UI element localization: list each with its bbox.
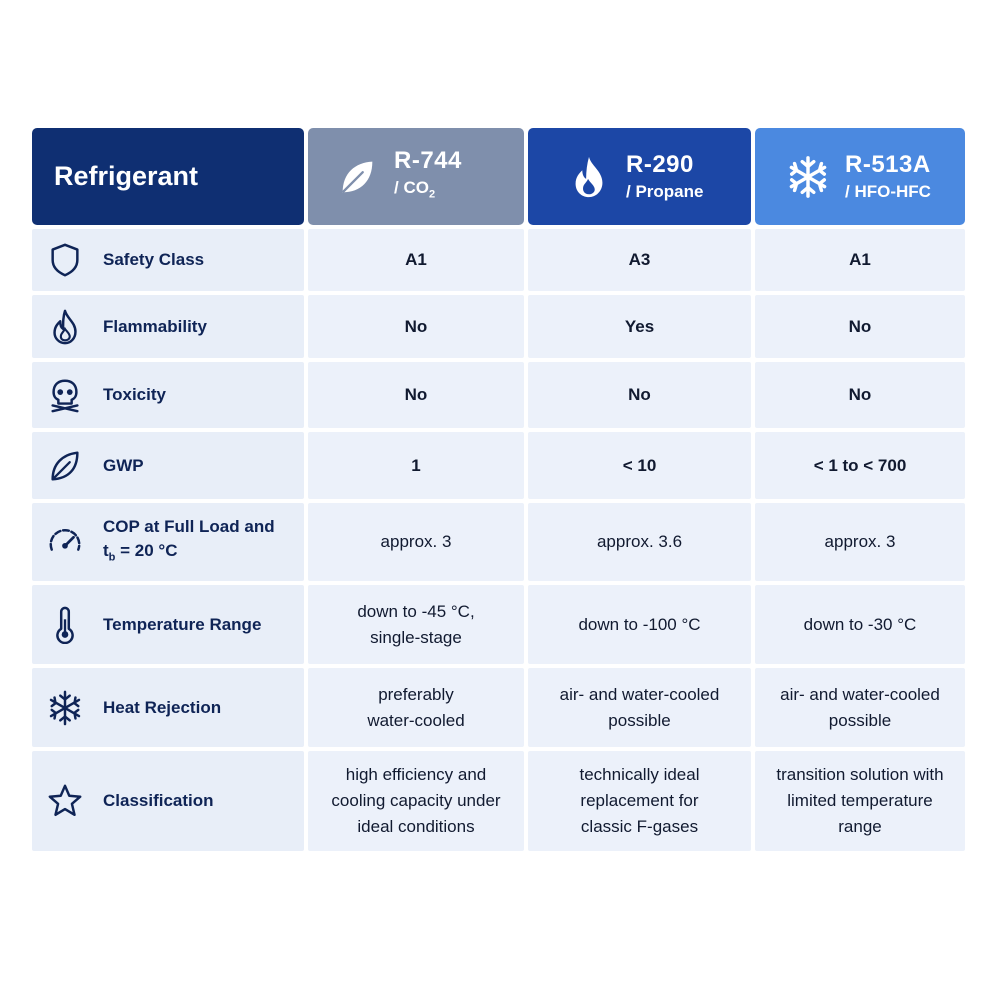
flame-icon: [566, 154, 612, 200]
cell-temp-r290: down to -100 °C: [528, 585, 751, 664]
cell-flammability-r513a: No: [755, 295, 965, 358]
header-r744: [308, 128, 524, 225]
cell-gwp-r513a: < 1 to < 700: [755, 432, 965, 499]
cell-toxicity-r290: No: [528, 362, 751, 428]
star-icon: [46, 782, 84, 820]
flame-icon: [46, 308, 84, 346]
row-label-gwp: GWP: [32, 432, 304, 499]
cell-toxicity-r513a: No: [755, 362, 965, 428]
row-label-cop: [32, 503, 304, 581]
cell-cop-r513a: approx. 3: [755, 503, 965, 581]
leaf-icon: [334, 154, 380, 200]
r513a-subtitle: / HFO-HFC: [845, 181, 931, 201]
snowflake-icon: [46, 689, 84, 727]
thermometer-icon: [46, 606, 84, 644]
cell-heat-r744: preferably water-cooled: [308, 668, 524, 747]
snowflake-icon: [785, 154, 831, 200]
cell-heat-r290: air- and water-cooled possible: [528, 668, 751, 747]
cell-flammability-r290: Yes: [528, 295, 751, 358]
cop-label-rest: = 20 °C: [115, 540, 178, 560]
cell-classification-r513a: transition solution with limited temperature range: [755, 751, 965, 851]
cop-label-t-sub: b: [108, 551, 116, 564]
r744-subtitle: / $CO_2$: [394, 178, 436, 201]
header-r290: [528, 128, 751, 225]
row-label-safety-class: Safety Class: [32, 229, 304, 291]
header-refrigerant: [32, 128, 304, 225]
gauge-icon: [46, 523, 84, 561]
r513a-code: R-513A: [845, 150, 931, 178]
header-label: Refrigerant: [54, 161, 199, 191]
cell-toxicity-r744: No: [308, 362, 524, 428]
shield-icon: [46, 241, 84, 279]
cell-gwp-r744: 1: [308, 432, 524, 499]
refrigerant-comparison-table: [32, 128, 965, 855]
cell-temp-r744: down to -45 °C, single-stage: [308, 585, 524, 664]
cell-safety-r290: A3: [528, 229, 751, 291]
cell-cop-r744: approx. 3: [308, 503, 524, 581]
cell-classification-r290: technically ideal replacement for classic F-gases: [528, 751, 751, 851]
cell-safety-r513a: A1: [755, 229, 965, 291]
cell-gwp-r290: < 10: [528, 432, 751, 499]
r290-subtitle: / Propane: [626, 181, 704, 201]
cell-temp-r513a: down to -30 °C: [755, 585, 965, 664]
cop-label-main: COP at Full Load and: [103, 516, 275, 536]
r744-code: R-744: [394, 147, 462, 175]
cell-flammability-r744: No: [308, 295, 524, 358]
cell-classification-r744: high efficiency and cooling capacity under ideal conditions: [308, 751, 524, 851]
leaf-icon: [46, 447, 84, 485]
cop-label-t: t: [103, 540, 109, 560]
header-r513a: [755, 128, 965, 225]
row-label-heat-rejection: Heat Rejection: [32, 668, 304, 747]
row-label-toxicity: Toxicity: [32, 362, 304, 428]
cell-safety-r744: A1: [308, 229, 524, 291]
cell-heat-r513a: air- and water-cooled possible: [755, 668, 965, 747]
r290-code: R-290: [626, 150, 694, 178]
row-label-classification: Classification: [32, 751, 304, 851]
cell-cop-r290: approx. 3.6: [528, 503, 751, 581]
row-label-temperature-range: Temperature Range: [32, 585, 304, 664]
skull-icon: [46, 376, 84, 414]
row-label-flammability: Flammability: [32, 295, 304, 358]
